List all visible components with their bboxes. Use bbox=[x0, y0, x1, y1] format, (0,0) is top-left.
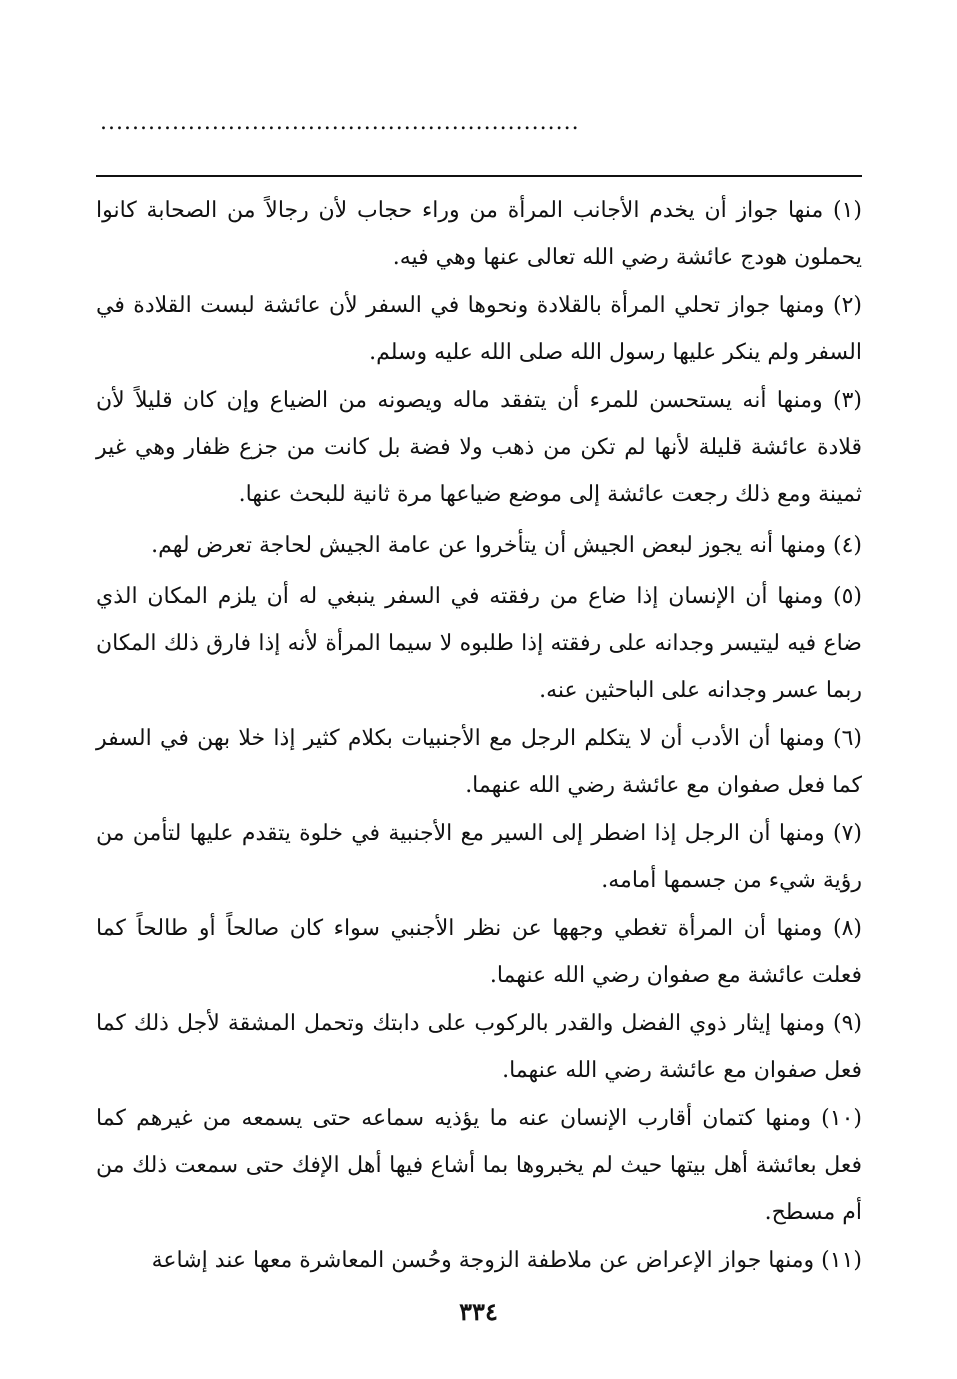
footnote-9: (٩) ومنها إيثار ذوي الفضل والقدر بالركوب على دابتك وتحمل المشقة لأجل ذلك كما فعل صفوان مع عائشة رضي الله عنهما. bbox=[96, 1011, 862, 1083]
page-number: ٣٣٤ bbox=[459, 1297, 498, 1326]
footnote-7: (٧) ومنها أن الرجل إذا اضطر إلى السير مع الأجنبية في خلوة يتقدم عليها لتأمن من رؤية شيء من جسمها أمامه. bbox=[96, 821, 862, 893]
footnote-8: (٨) ومنها أن المرأة تغطي وجهها عن نظر الأجنبي سواء كان صالحاً أو طالحاً كما فعلت عائشة مع صفوان رضي الله عنهما. bbox=[96, 916, 862, 988]
footnote-5: (٥) ومنها أن الإنسان إذا ضاع من رفقته في السفر ينبغي له أن يلزم المكان الذي ضاع فيه ليتيسر وجدانه على رفقته إذا طلبوه لا سيما المرأة لأنه إذا فارق ذلك المكان ربما عسر وجدانه على الباحثين عنه. bbox=[96, 584, 862, 703]
footnote-11: (١١) ومنها جواز الإعراض عن ملاطفة الزوجة وحُسن المعاشرة معها عند إشاعة bbox=[151, 1248, 862, 1273]
footnote-rule bbox=[96, 175, 862, 177]
separator-dots: ............................................................ bbox=[100, 112, 580, 134]
footnote-4: (٤) ومنها أنه يجوز لبعض الجيش أن يتأخروا عن عامة الجيش لحاجة تعرض لهم. bbox=[151, 533, 862, 558]
footnote-3: (٣) ومنها أنه يستحسن للمرء أن يتفقد ماله ويصونه من الضياع وإن كان قليلاً لأن قلادة عائشة قليلة لأنها لم تكن من ذهب ولا فضة بل كانت من جزع ظفار وهي غير ثمينة ومع ذلك رجعت عائشة إلى موضع ضياعها مرة ثانية للبحث عنها. bbox=[96, 388, 862, 507]
footnote-2: (٢) ومنها جواز تحلي المرأة بالقلادة ونحوها في السفر لأن عائشة لبست القلادة في السفر ولم ينكر عليها رسول الله صلى الله عليه وسلم. bbox=[96, 293, 862, 365]
footnote-1: (١) منها جواز أن يخدم الأجانب المرأة من وراء حجاب لأن رجالاً من الصحابة كانوا يحملون هودج عائشة رضي الله تعالى عنها وهي فيه. bbox=[96, 198, 862, 270]
footnotes-body bbox=[96, 187, 862, 1285]
footnote-10: (١٠) ومنها كتمان أقارب الإنسان عنه ما يؤذيه سماعه حتى يسمعه من غيرهم كما فعل بعائشة أهل بيتها حيث لم يخبروها بما أشاع فيها أهل الإفك حتى سمعت ذلك من أم مسطح. bbox=[96, 1106, 862, 1225]
footnote-6: (٦) ومنها أن الأدب أن لا يتكلم الرجل مع الأجنبيات بكلام كثير إذا خلا بهن في السفر كما فعل صفوان مع عائشة رضي الله عنهما. bbox=[96, 726, 862, 798]
